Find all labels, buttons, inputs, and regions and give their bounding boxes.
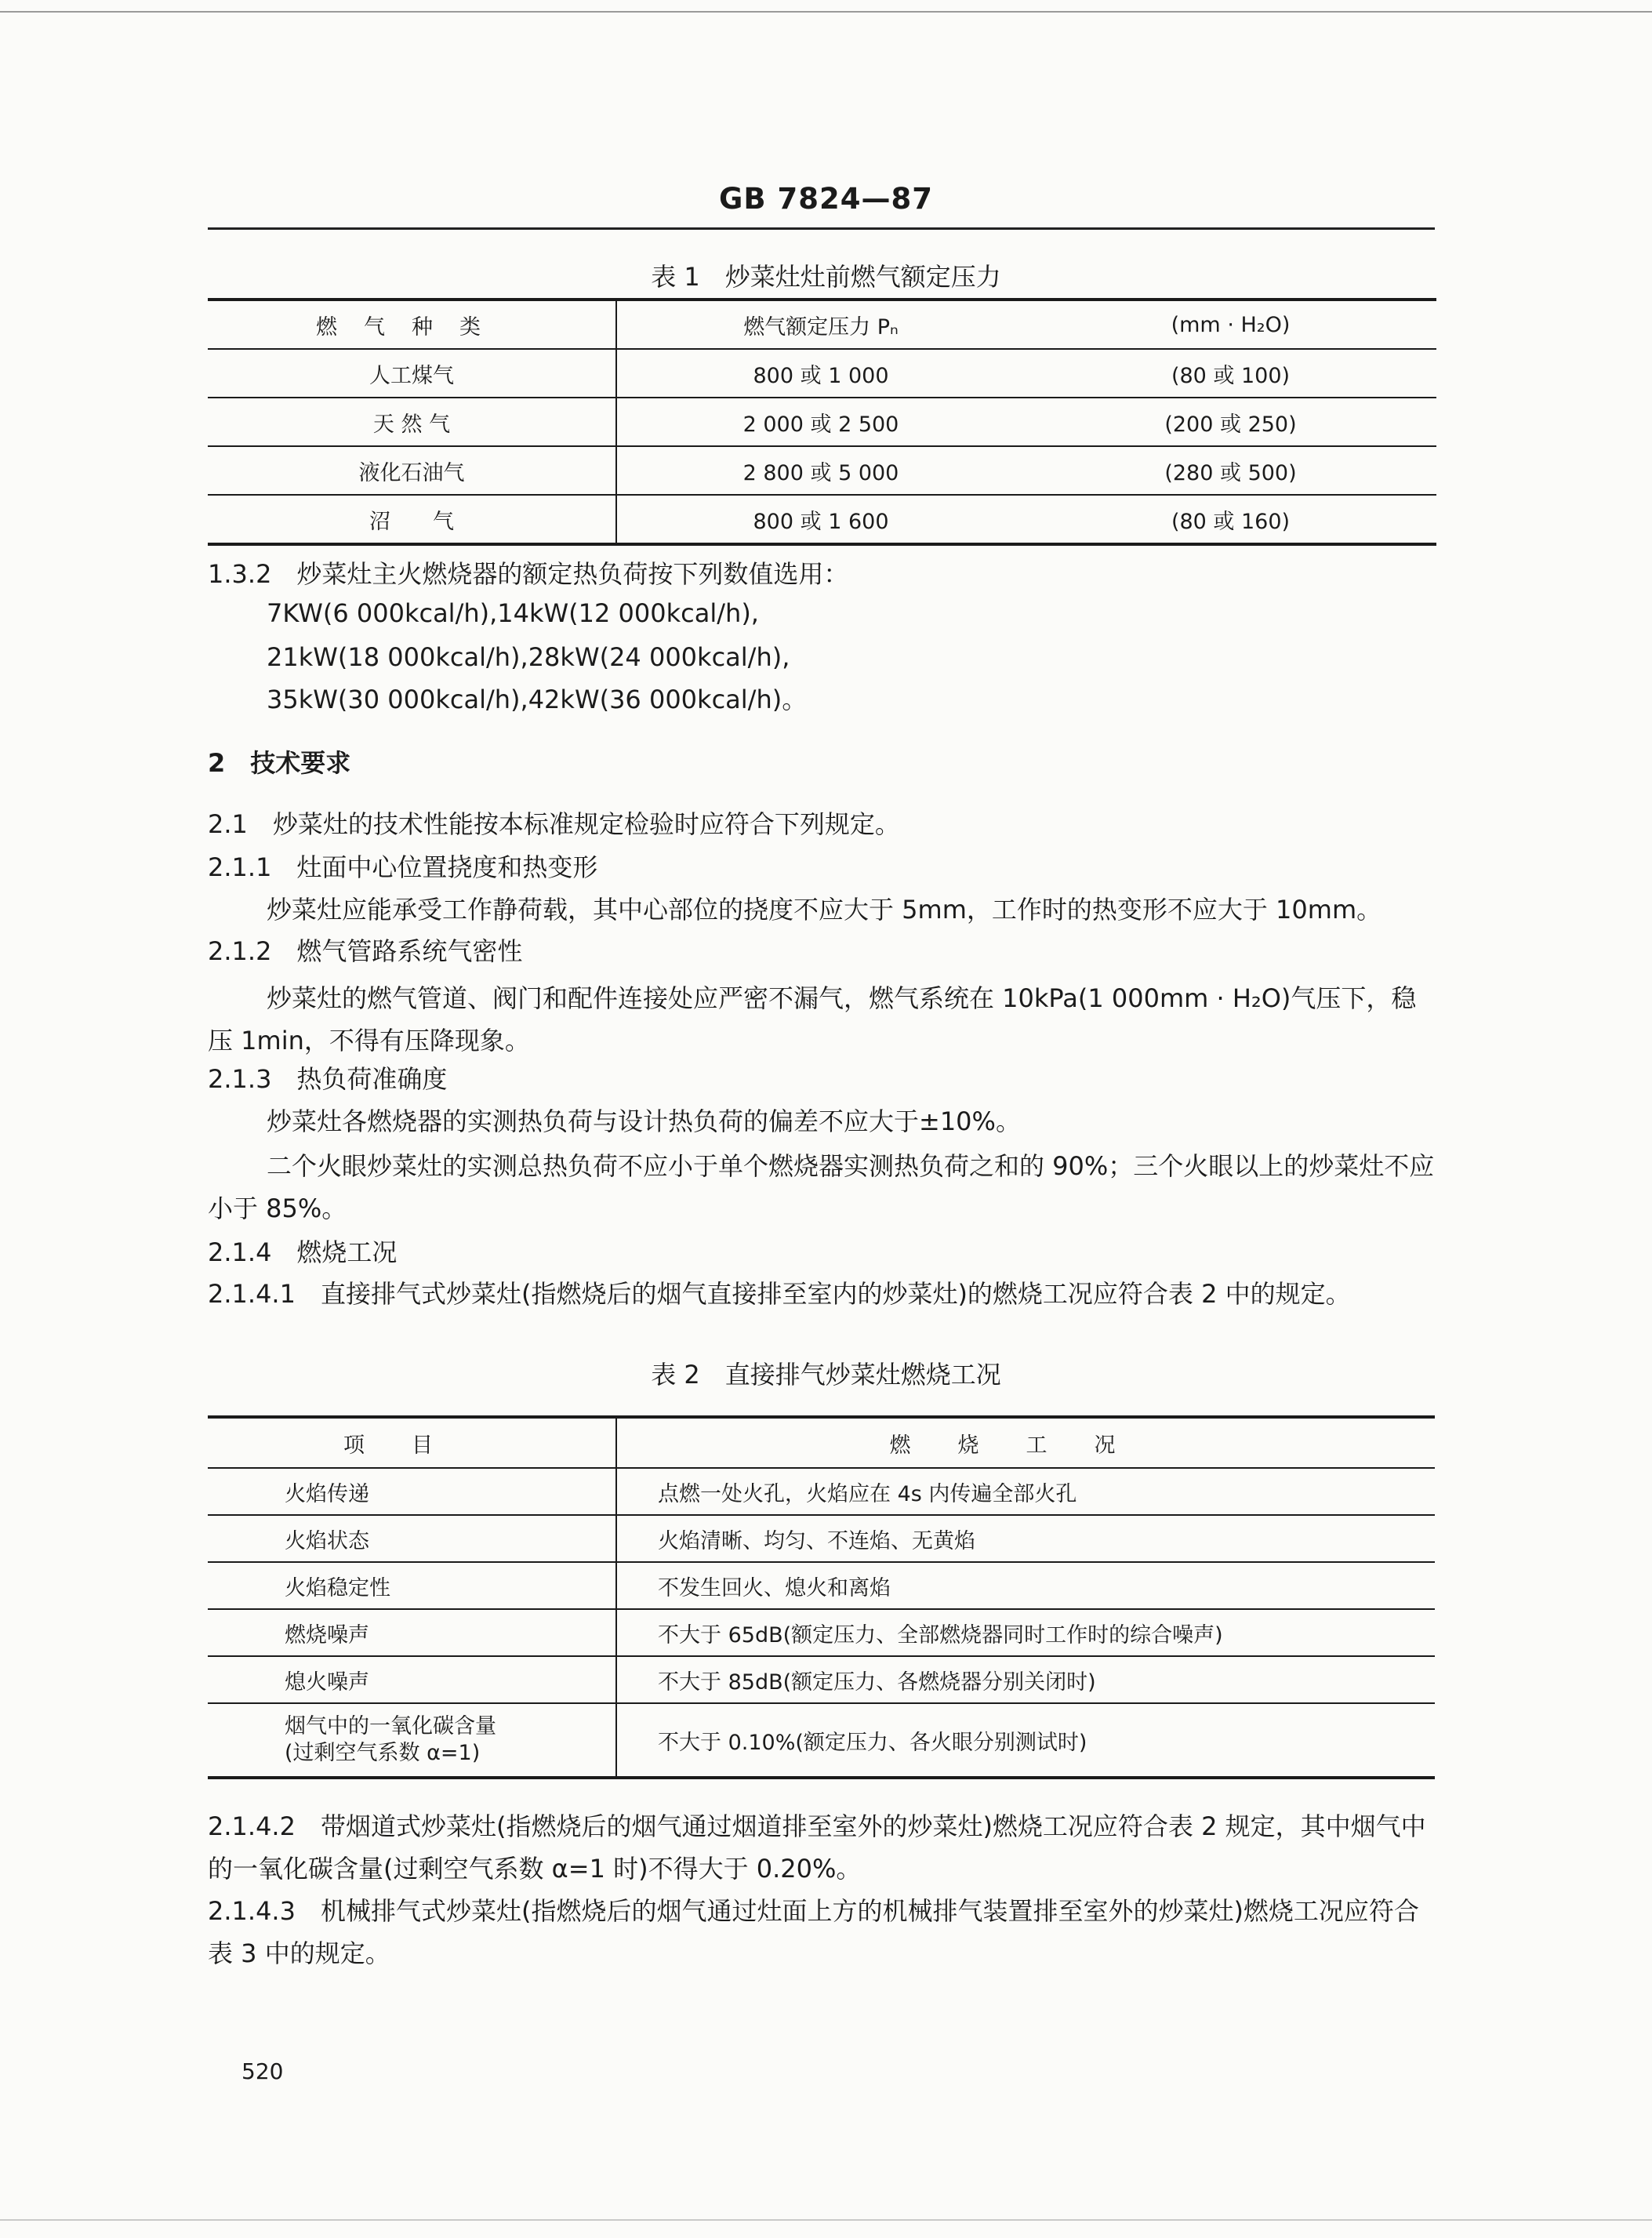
table2-co-item-line2: (过剩空气系数 α=1): [285, 1741, 481, 1765]
table1-cell-pressure: 2 800 或 5 000: [616, 446, 1025, 495]
clause-1-3-2-line2: 21kW(18 000kcal/h),28kW(24 000kcal/h),: [267, 642, 790, 672]
table2-cell-condition-co: 不大于 0.10%(额定压力、各火眼分别测试时): [616, 1703, 1435, 1778]
table1-cell-pressure: 800 或 1 000: [616, 349, 1025, 398]
table1-cell-unit: (80 或 160): [1025, 495, 1436, 544]
table-row: [208, 1468, 1435, 1515]
table2-cell-item: 熄火噪声: [208, 1656, 616, 1703]
clause-1-3-2-line3: 35kW(30 000kcal/h),42kW(36 000kcal/h)。: [267, 685, 808, 714]
table2-cell-condition: 不发生回火、熄火和离焰: [616, 1562, 1435, 1609]
table2-cell-condition: 点燃一处火孔，火焰应在 4s 内传遍全部火孔: [616, 1468, 1435, 1515]
table1-cell-unit: (80 或 100): [1025, 349, 1436, 398]
clause-2-1-3-body2: 二个火眼炒菜灶的实测总热负荷不应小于单个燃烧器实测热负荷之和的 90%；三个火眼以上的炒菜灶不应小于 85%。: [208, 1151, 1435, 1223]
table2-cell-condition: 不大于 65dB(额定压力、全部燃烧器同时工作时的综合噪声): [616, 1609, 1435, 1656]
table-row: [208, 1609, 1435, 1656]
table2-header-row: [208, 1417, 1435, 1468]
table2-cell-item: 燃烧噪声: [208, 1609, 616, 1656]
clause-2-1-4-1: 2.1.4.1 直接排气式炒菜灶(指燃烧后的烟气直接排至室内的炒菜灶)的燃烧工况应符合表 2 中的规定。: [208, 1279, 1351, 1309]
table-row: [208, 398, 1436, 446]
clause-2-1-4-title: 2.1.4 燃烧工况: [208, 1237, 398, 1267]
page-number: 520: [241, 2058, 284, 2084]
table1-header-gas-type: 燃气种类: [208, 300, 616, 349]
scan-bottom-edge: [0, 2219, 1652, 2221]
table2-cell-item-co: [208, 1703, 616, 1778]
clause-2-1-1-body: 炒菜灶应能承受工作静荷载，其中心部位的挠度不应大于 5mm，工作时的热变形不应大于 10mm。: [267, 895, 1382, 925]
table2-cell-item: 火焰稳定性: [208, 1562, 616, 1609]
clause-2-1-3-title: 2.1.3 热负荷准确度: [208, 1064, 448, 1094]
table1-header-unit: (mm · H₂O): [1025, 300, 1436, 349]
header-rule: [208, 227, 1435, 230]
clause-2-1-4-3: 2.1.4.3 机械排气式炒菜灶(指燃烧后的烟气通过灶面上方的机械排气装置排至室外的炒菜灶)燃烧工况应符合表 3 中的规定。: [208, 1896, 1419, 1968]
table1-cell-pressure: 2 000 或 2 500: [616, 398, 1025, 446]
table1-header-row: [208, 300, 1436, 349]
section-2-heading: 2 技术要求: [208, 748, 351, 778]
table1-cell-unit: (280 或 500): [1025, 446, 1436, 495]
scan-top-edge: [0, 11, 1652, 13]
table1-cell-pressure: 800 或 1 600: [616, 495, 1025, 544]
table2-cell-condition: 不大于 85dB(额定压力、各燃烧器分别关闭时): [616, 1656, 1435, 1703]
clause-2-1-2-title: 2.1.2 燃气管路系统气密性: [208, 936, 523, 966]
table1-caption: 表 1 炒菜灶灶前燃气额定压力: [651, 262, 1001, 292]
table2-cell-item: 火焰传递: [208, 1468, 616, 1515]
table2-cell-item: 火焰状态: [208, 1515, 616, 1562]
table2-cell-condition: 火焰清晰、均匀、不连焰、无黄焰: [616, 1515, 1435, 1562]
table-row: [208, 446, 1436, 495]
table2-caption: 表 2 直接排气炒菜灶燃烧工况: [651, 1360, 1001, 1390]
table2-co-item-line1: 烟气中的一氧化碳含量: [285, 1714, 496, 1738]
clause-2-1-3-body1: 炒菜灶各燃烧器的实测热负荷与设计热负荷的偏差不应大于±10%。: [267, 1106, 1021, 1136]
table-row: [208, 1656, 1435, 1703]
table1-header-pressure: 燃气额定压力 Pₙ: [616, 300, 1025, 349]
clause-2-1-4-2: 2.1.4.2 带烟道式炒菜灶(指燃烧后的烟气通过烟道排至室外的炒菜灶)燃烧工况应符合表 2 规定，其中烟气中的一氧化碳含量(过剩空气系数 α=1 时)不得大于 0.20%。: [208, 1811, 1426, 1884]
clause-2-1-1-title: 2.1.1 灶面中心位置挠度和热变形: [208, 852, 598, 882]
table1: [208, 298, 1436, 546]
table2-header-item: 项目: [208, 1417, 616, 1468]
table-row: [208, 495, 1436, 544]
table1-cell-gas: 沼 气: [208, 495, 616, 544]
clause-1-3-2-line1: 7KW(6 000kcal/h),14kW(12 000kcal/h),: [267, 598, 759, 628]
table1-cell-unit: (200 或 250): [1025, 398, 1436, 446]
clause-2-1: 2.1 炒菜灶的技术性能按本标准规定检验时应符合下列规定。: [208, 809, 900, 839]
table2-header-condition: 燃烧工况: [616, 1417, 1435, 1468]
table-row: [208, 1562, 1435, 1609]
clause-1-3-2-title: 1.3.2 炒菜灶主火燃烧器的额定热负荷按下列数值选用：: [208, 559, 849, 589]
table-row: [208, 1515, 1435, 1562]
table1-cell-gas: 天 然 气: [208, 398, 616, 446]
table1-cell-gas: 液化石油气: [208, 446, 616, 495]
standard-code-header: GB 7824—87: [719, 182, 933, 216]
clause-2-1-2-body: 炒菜灶的燃气管道、阀门和配件连接处应严密不漏气，燃气系统在 10kPa(1 000mm · H₂O)气压下，稳压 1min，不得有压降现象。: [208, 983, 1417, 1055]
table2: [208, 1415, 1435, 1779]
table-row: [208, 349, 1436, 398]
table-row: [208, 1703, 1435, 1778]
table1-cell-gas: 人工煤气: [208, 349, 616, 398]
